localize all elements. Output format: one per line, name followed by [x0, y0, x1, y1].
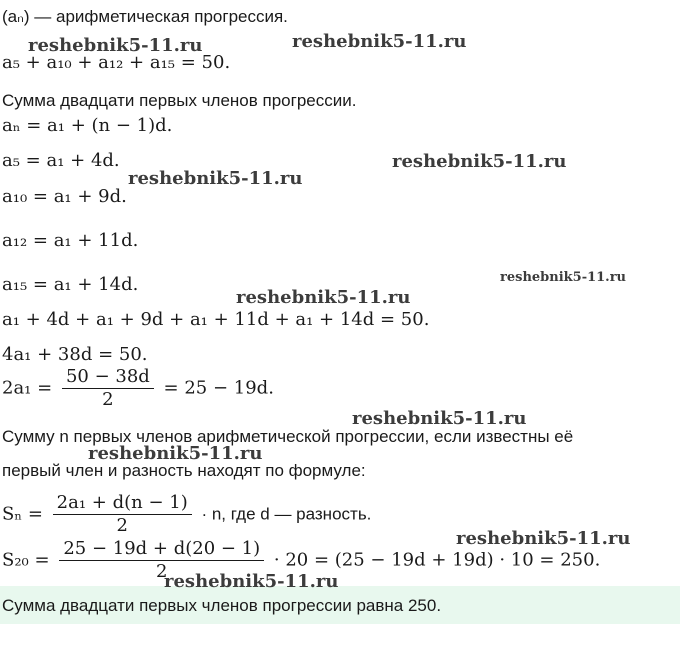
watermark: reshebnik5-11.ru: [352, 408, 527, 429]
solve-2a1-rhs: = 25 − 19d.: [163, 377, 274, 399]
a10-formula: a₁₀ = a₁ + 9d.: [2, 186, 127, 207]
answer-text: Сумма двадцати первых членов прогрессии равна 250.: [2, 596, 442, 615]
sum-formula-denominator: 2: [116, 515, 128, 536]
given-equation: a₅ + a₁₀ + a₁₂ + a₁₅ = 50.: [2, 52, 231, 73]
given-sequence: (aₙ) — арифметическая прогрессия.: [2, 7, 288, 26]
answer-box: [0, 586, 680, 624]
general-term-formula: aₙ = a₁ + (n − 1)d.: [2, 115, 173, 136]
solve-2a1-fraction: [62, 368, 154, 409]
solve-2a1-lhs: 2a₁ =: [2, 377, 53, 399]
s20-denominator: 2: [156, 561, 168, 582]
watermark: reshebnik5-11.ru: [164, 571, 339, 592]
a12-formula: a₁₂ = a₁ + 11d.: [2, 230, 139, 251]
watermark: reshebnik5-11.ru: [292, 31, 467, 52]
s20-numerator: 25 − 19d + d(20 − 1): [59, 540, 264, 561]
watermark: reshebnik5-11.ru: [88, 443, 263, 464]
sum-formula-numerator: 2a₁ + d(n − 1): [53, 494, 192, 515]
substituted-sum: a₁ + 4d + a₁ + 9d + a₁ + 11d + a₁ + 14d = 50.: [2, 309, 430, 330]
solve-2a1-numerator: 50 − 38d: [62, 368, 154, 389]
watermark: reshebnik5-11.ru: [128, 168, 303, 189]
s20-lhs: S₂₀ =: [2, 549, 50, 571]
sum-formula-intro-1: Сумму n первых членов арифметической прогрессии, если известны её: [2, 427, 574, 446]
watermark: reshebnik5-11.ru: [28, 35, 203, 56]
sum-formula-rhs: · n, где d — разность.: [201, 504, 372, 524]
sum-formula: [2, 494, 371, 535]
a5-formula: a₅ = a₁ + 4d.: [2, 150, 120, 171]
solve-2a1: [2, 368, 274, 409]
sum-formula-lhs: Sₙ =: [2, 503, 43, 525]
watermark: reshebnik5-11.ru: [456, 528, 631, 549]
solve-2a1-denominator: 2: [102, 389, 114, 410]
sum-formula-intro-2: первый член и разность находят по формуле:: [2, 461, 366, 480]
sum-formula-fraction: [53, 494, 192, 535]
s20-rhs: · 20 = (25 − 19d + 19d) · 10 = 250.: [273, 549, 601, 571]
find-statement: Сумма двадцати первых членов прогрессии.: [2, 91, 357, 110]
a15-formula: a₁₅ = a₁ + 14d.: [2, 274, 139, 295]
simplified-equation: 4a₁ + 38d = 50.: [2, 344, 148, 365]
watermark: reshebnik5-11.ru: [392, 151, 567, 172]
watermark: reshebnik5-11.ru: [500, 270, 627, 285]
watermark: reshebnik5-11.ru: [236, 287, 411, 308]
